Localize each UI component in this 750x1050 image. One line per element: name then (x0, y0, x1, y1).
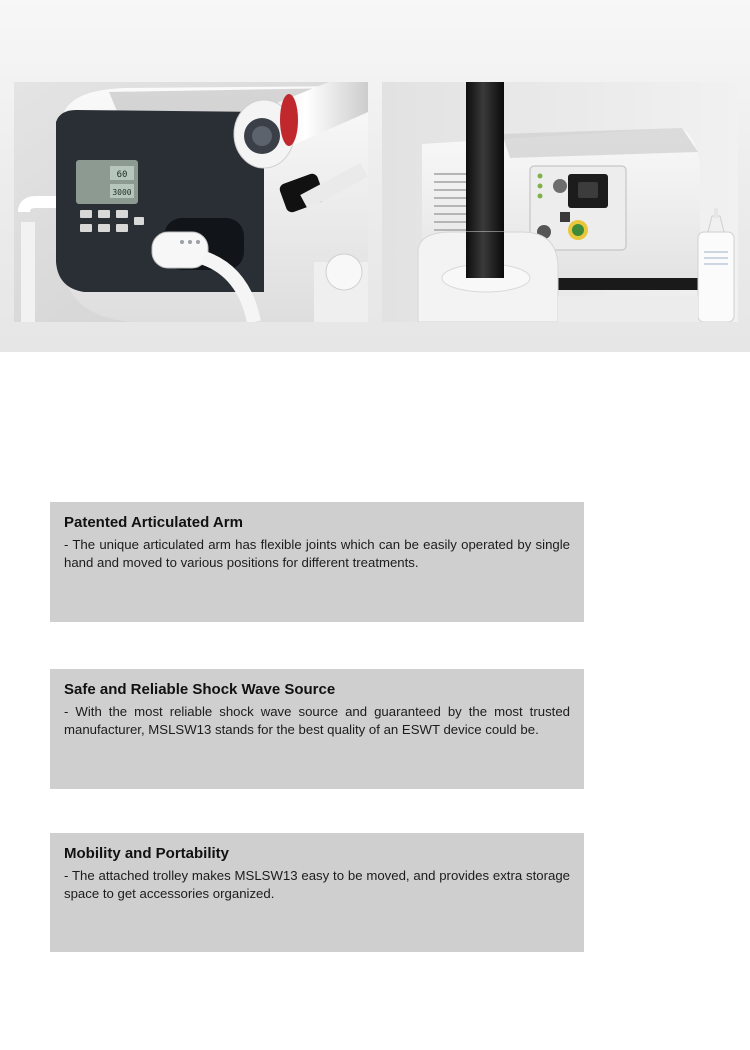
handpiece-red-ring (280, 94, 298, 146)
device-rear-photo (382, 82, 738, 322)
feature-description: - With the most reliable shock wave source and guaranteed by the most trusted manufacturer, MSLSW13 stands for the best quality of an ESWT device could be. (64, 704, 570, 737)
feature-title: Patented Articulated Arm (64, 514, 243, 531)
feature-title: Mobility and Portability (64, 845, 230, 862)
feature-card-mobility (50, 833, 584, 952)
display-value-top: 60 (116, 170, 128, 180)
feature-description: - The unique articulated arm has flexible joints which can be easily operated by single hand and moved to various positions for different treatments. (64, 537, 570, 570)
feature-description: - The attached trolley makes MSLSW13 easy to be moved, and provides extra storage space to get accessories organized. (64, 868, 570, 901)
device-front-illustration (14, 82, 368, 322)
device-front-photo (14, 82, 368, 322)
display-value-bottom: 3000 (112, 188, 132, 197)
feature-card-articulated-arm (50, 502, 584, 622)
device-rear-illustration (382, 82, 738, 322)
feature-card-shock-wave-source (50, 669, 584, 789)
gel-bottle (698, 232, 734, 322)
feature-title: Safe and Reliable Shock Wave Source (64, 681, 336, 698)
